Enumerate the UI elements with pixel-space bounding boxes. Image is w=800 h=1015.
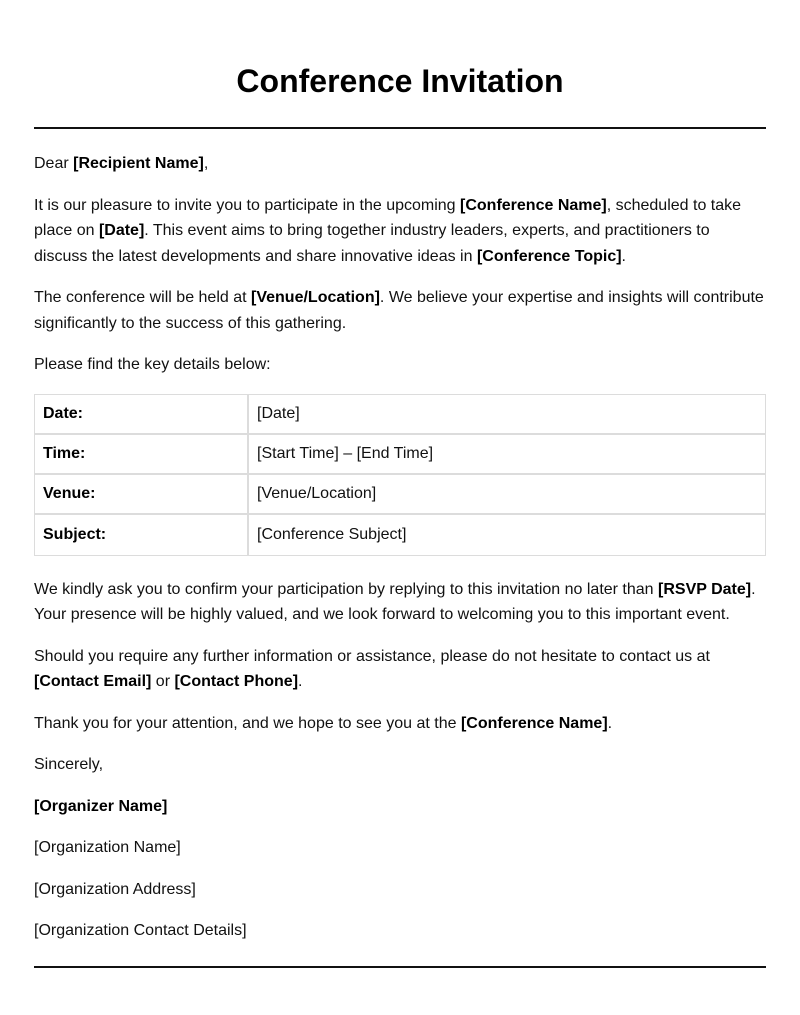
thanks-text-1: Thank you for your attention, and we hope to see you at the — [34, 714, 461, 732]
table-row — [35, 475, 765, 515]
detail-label: Venue: — [35, 475, 249, 515]
rsvp-date: [RSVP Date] — [658, 580, 752, 598]
venue-text-2: . We believe your expertise and insights will contribute significantly to the success of this gathering. — [34, 289, 764, 332]
contact-paragraph — [34, 644, 766, 695]
detail-value: [Venue/Location] — [249, 475, 765, 515]
greeting-punct: , — [203, 155, 209, 172]
detail-label: Time: — [35, 435, 249, 475]
contact-email: [Contact Email] — [34, 673, 152, 690]
rsvp-paragraph — [34, 577, 766, 628]
thanks-conference-name: [Conference Name] — [460, 714, 608, 732]
contact-text-1: Should you require any further information or assistance, please do not hesitate to contact us at — [34, 647, 710, 665]
detail-label: Subject: — [35, 515, 249, 555]
organizer-name-text: [Organizer Name] — [34, 797, 168, 815]
thanks-paragraph — [34, 711, 766, 737]
greeting-text: Dear — [34, 155, 74, 172]
intro-text-4: . — [621, 247, 626, 265]
rsvp-text-1: We kindly ask you to confirm your participation by replying to this invitation no later than — [34, 580, 659, 598]
intro-text-1: It is our pleasure to invite you to participate in the upcoming — [34, 196, 461, 214]
table-row — [35, 395, 765, 435]
greeting — [34, 151, 766, 177]
organizer-name — [34, 794, 766, 820]
letter-body — [34, 151, 766, 944]
rsvp-text-2: . Your presence will be highly valued, and we look forward to welcoming you to this important event. — [34, 580, 756, 623]
recipient-name: [Recipient Name] — [73, 155, 204, 172]
organization-name: [Organization Name] — [34, 839, 181, 856]
detail-value: [Date] — [249, 395, 765, 435]
document-title: Conference Invitation — [236, 63, 564, 99]
table-row — [35, 515, 765, 555]
venue-text-1: The conference will be held at — [34, 289, 252, 306]
details-table — [34, 394, 766, 556]
venue-paragraph — [34, 285, 766, 336]
detail-label: Date: — [35, 395, 249, 435]
organization-address: [Organization Address] — [34, 880, 196, 898]
signature-block — [34, 752, 766, 944]
intro-text-3: . This event aims to bring together industry leaders, experts, and practitioners to discuss the latest developments and share innovative ideas in — [34, 222, 710, 265]
organization-contact: [Organization Contact Details] — [34, 922, 247, 939]
venue-location: [Venue/Location] — [251, 289, 380, 306]
contact-phone: [Contact Phone] — [174, 673, 299, 690]
top-divider — [34, 127, 766, 129]
contact-text-2: or — [151, 673, 175, 690]
details-intro: Please find the key details below: — [34, 356, 271, 373]
bottom-divider — [34, 966, 766, 968]
table-row — [35, 435, 765, 475]
conference-date: [Date] — [98, 222, 145, 239]
closing: Sincerely, — [34, 756, 104, 773]
intro-text-2: , scheduled to take place on — [34, 196, 742, 239]
thanks-text-2: . — [607, 714, 613, 732]
detail-value: [Start Time] – [End Time] — [249, 435, 765, 475]
contact-text-3: . — [298, 673, 303, 690]
detail-value: [Conference Subject] — [257, 525, 407, 543]
conference-topic: [Conference Topic] — [476, 247, 622, 265]
conference-name: [Conference Name] — [460, 196, 607, 214]
intro-paragraph — [34, 193, 766, 270]
